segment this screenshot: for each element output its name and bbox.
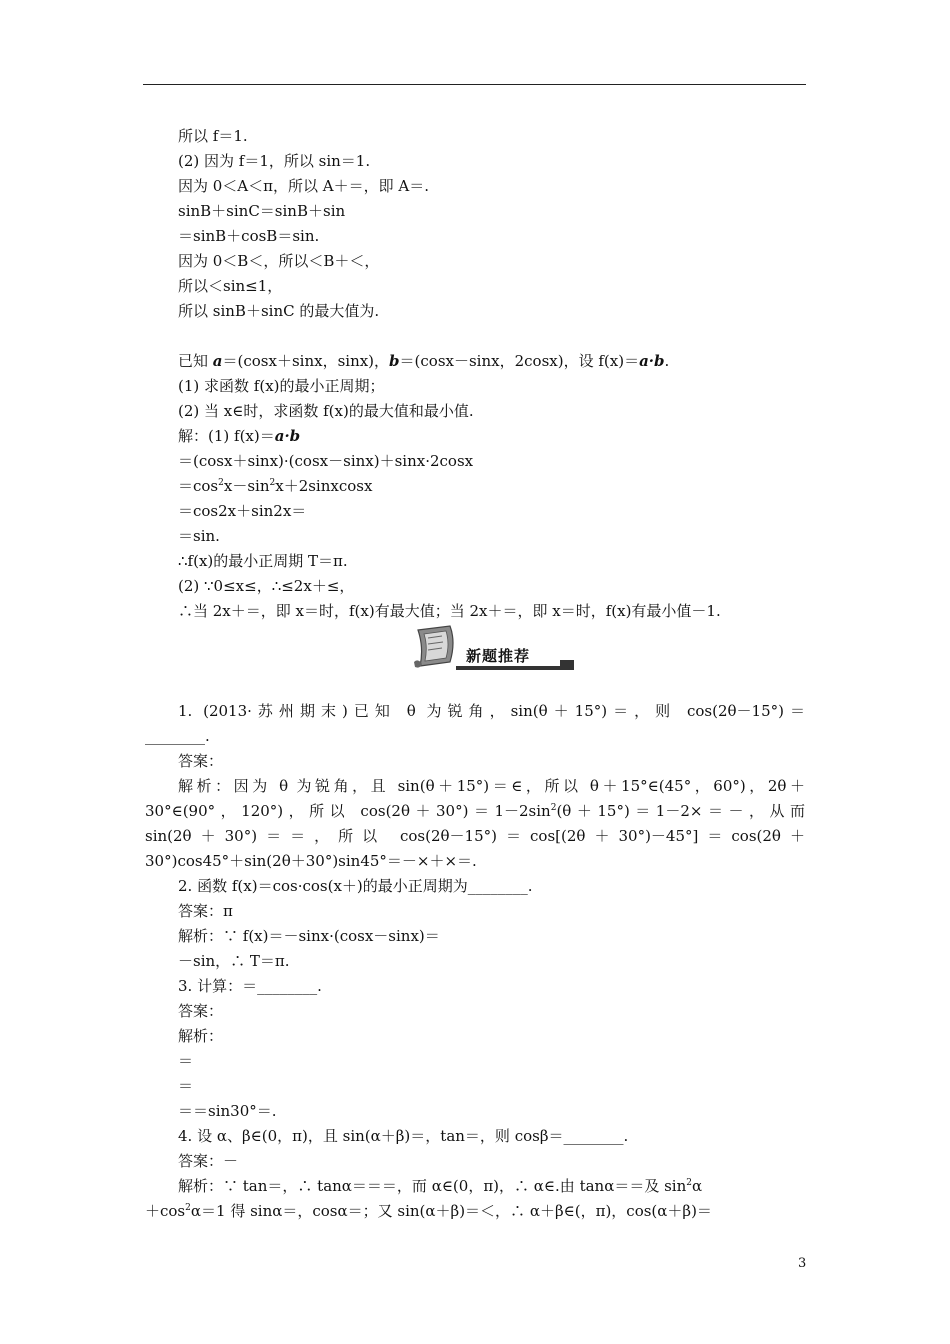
- vector-b: b: [389, 352, 400, 370]
- vector-product: a·b: [274, 427, 301, 445]
- superscript: 2: [269, 478, 276, 488]
- text-line: 解析：∵ f(x)＝－sinx·(cosx－sinx)＝: [178, 927, 440, 945]
- text-line: 解析：因为 θ 为锐角，且 sin(θ＋15°)＝∈，所以 θ＋15°∈(45°，60°)，2θ＋: [178, 777, 805, 795]
- section-title: 新题推荐: [466, 647, 531, 665]
- text-line: 答案：: [178, 752, 224, 770]
- superscript: 2: [185, 1203, 191, 1213]
- header-rule: [143, 84, 806, 85]
- superscript: 2: [686, 1178, 692, 1188]
- text-line: 所以 f＝1.: [178, 127, 248, 145]
- text-span: .: [664, 352, 670, 370]
- text-line: ________.: [145, 727, 210, 745]
- text-line: ＝: [178, 1052, 194, 1070]
- text-line: －sin，∴ T＝π.: [178, 952, 290, 970]
- vector-a: a: [212, 352, 223, 370]
- text-line: 4. 设 α、β∈(0，π)，且 sin(α＋β)＝，tan＝，则 cosβ＝________.: [178, 1127, 629, 1145]
- text-span: 30°∈(90°，120°)，所以 cos(2θ＋30°)＝1－2sin: [145, 802, 551, 820]
- text-line: ＝＝sin30°＝.: [178, 1102, 277, 1120]
- text-line: 解析：: [178, 1027, 224, 1045]
- text-span: ＝cos: [178, 477, 219, 495]
- text-span: ＝(cosx－sinx，2cosx)，设 f(x)＝: [399, 352, 640, 370]
- text-line: 答案：－: [178, 1152, 239, 1170]
- superscript: 2: [218, 478, 224, 488]
- solution-line: [145, 1202, 712, 1220]
- text-span: x－sin: [223, 477, 270, 495]
- solution-line: [145, 802, 805, 820]
- text-line: 30°)cos45°＋sin(2θ＋30°)sin45°＝－×＋×＝.: [145, 852, 477, 870]
- solution-line: 解析：∵ tan＝，∴ tanα＝＝＝，而 α∈(0，π)，∴ α∈.由 tanα＝＝及 $\sin^2\alpha$: [178, 1177, 703, 1195]
- text-line: (2) ∵0≤x≤，∴≤2x＋≤，: [178, 577, 355, 595]
- text-span: x＋2sinxcosx: [275, 477, 373, 495]
- text-line: ＝sinB＋cosB＝sin.: [178, 227, 320, 245]
- text-line: ＝cos2x＋sin2x＝: [178, 502, 307, 520]
- text-line: (2) 当 x∈时，求函数 f(x)的最大值和最小值.: [178, 402, 474, 420]
- text-line: sin(2θ＋30°)＝＝，所以 cos(2θ－15°)＝cos[(2θ＋30°)－45°]＝cos(2θ＋: [145, 827, 805, 845]
- superscript: 2: [550, 803, 557, 813]
- text-span: 解析：∵ tan＝，∴ tanα＝＝＝，而 α∈(0，π)，∴ α∈.由 tanα＝＝及 sin: [178, 1177, 687, 1195]
- text-line: (1) 求函数 f(x)的最小正周期；: [178, 377, 385, 395]
- text-line: 1. (2013·苏州期末)已知 θ 为锐角，sin(θ＋15°)＝，则 cos(2θ－15°)＝: [178, 702, 805, 720]
- text-span: (θ＋15°)＝1－2×＝－，从而: [556, 802, 806, 820]
- text-line: 因为 0＜B＜，所以＜B＋＜，: [178, 252, 380, 270]
- page-number: 3: [798, 1256, 807, 1271]
- text-span: 解：(1) f(x)＝: [178, 427, 275, 445]
- text-line: 3. 计算：＝________.: [178, 977, 322, 995]
- text-line: 所以＜sin≤1，: [178, 277, 283, 295]
- text-line: 所以 sinB＋sinC 的最大值为.: [178, 302, 380, 320]
- text-line: ＝: [178, 1077, 194, 1095]
- text-line: 2. 函数 f(x)＝cos·cos(x＋)的最小正周期为________.: [178, 877, 533, 895]
- text-line: sinB＋sinC＝sinB＋sin: [178, 202, 346, 220]
- text-line: ＝(cosx＋sinx)·(cosx－sinx)＋sinx·2cosx: [178, 452, 474, 470]
- text-line: (2) 因为 f＝1，所以 sin＝1.: [178, 152, 371, 170]
- text-span: ＋cos: [145, 1202, 186, 1220]
- text-line: ∴f(x)的最小正周期 T＝π.: [178, 552, 348, 570]
- text-line: ∴当 2x＋＝，即 x＝时，f(x)有最大值；当 2x＋＝，即 x＝时，f(x)有最小值－1.: [178, 602, 721, 620]
- text-line: 答案：: [178, 1002, 224, 1020]
- text-span: α＝1 得 sinα＝，cosα＝；又 sin(α＋β)＝＜，∴ α＋β∈(，π)，cos(α＋β)＝: [190, 1202, 712, 1220]
- solution-line: [178, 427, 300, 445]
- text-line: 答案：π: [178, 902, 233, 920]
- text-span: ＝(cosx＋sinx，sinx)，: [222, 352, 390, 370]
- text-line: 因为 0＜A＜π，所以 A＋＝，即 A＝.: [178, 177, 429, 195]
- text-span: 已知: [178, 352, 213, 370]
- vector-product: a·b: [639, 352, 665, 370]
- text-line: ＝sin.: [178, 527, 220, 545]
- solution-line: [178, 477, 372, 495]
- problem-statement: [178, 352, 669, 370]
